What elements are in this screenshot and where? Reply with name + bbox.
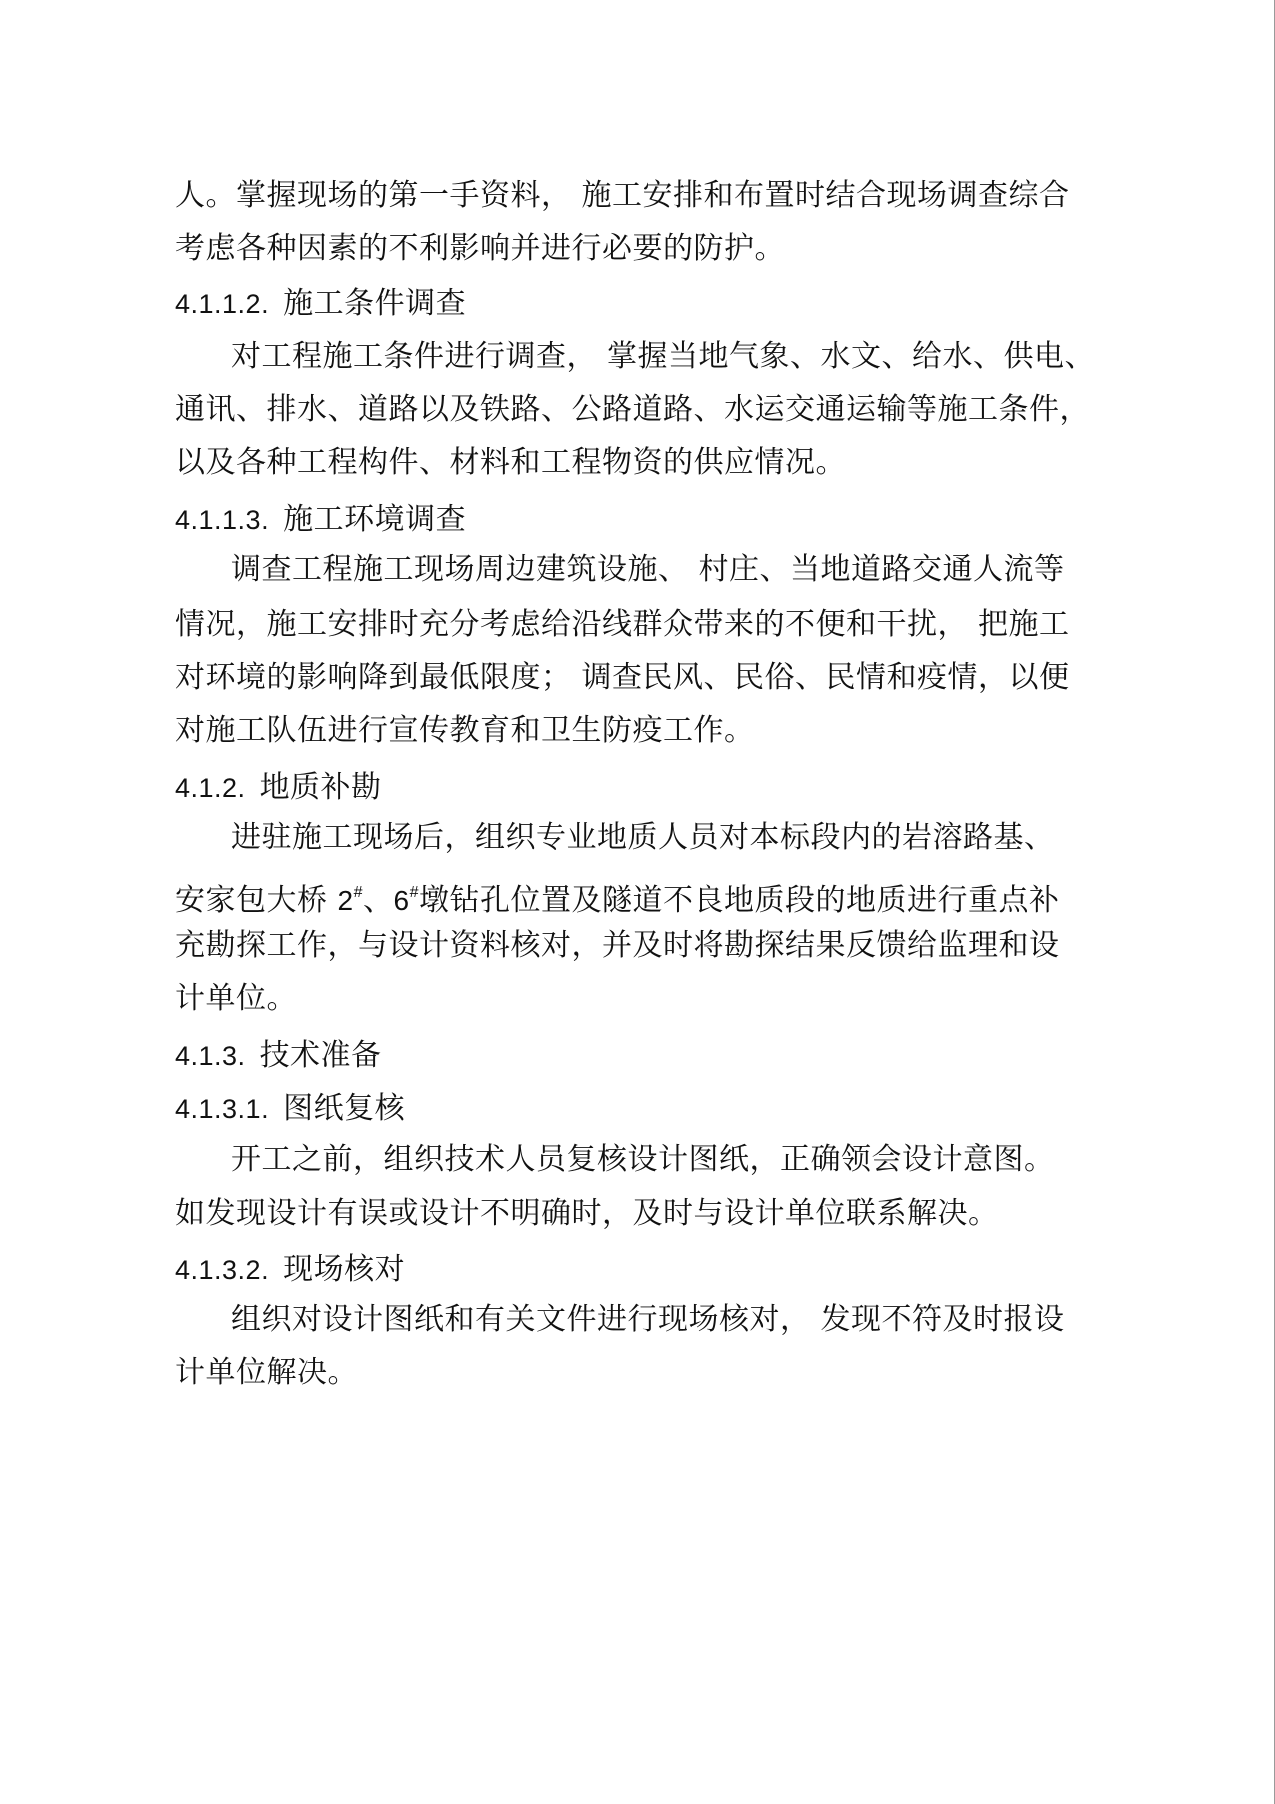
heading-title: 地质补勘 <box>259 770 382 805</box>
pier-superscript: # <box>353 884 364 901</box>
paragraph-line: 计单位。 <box>175 981 297 1016</box>
section-heading-4-1-3-1 <box>175 1091 405 1127</box>
section-heading-4-1-3-2 <box>175 1252 405 1288</box>
pier-number-2: 2 <box>337 885 354 916</box>
paragraph-line: 以及各种工程构件、材料和工程物资的供应情况。 <box>175 445 846 480</box>
section-heading-4-1-1-3 <box>175 502 466 538</box>
paragraph-line: 考虑各种因素的不利影响并进行必要的防护。 <box>175 231 785 266</box>
bridge-suffix: 墩钻孔位置及隧道不良地质段的地质进行重点补 <box>419 883 1060 918</box>
heading-number: 4.1.1.2. <box>175 289 270 319</box>
pier-number-6: 6 <box>393 885 410 916</box>
paragraph-line: 人。掌握现场的第一手资料， 施工安排和布置时结合现场调查综合 <box>175 178 1070 213</box>
heading-title: 施工条件调查 <box>283 286 467 321</box>
heading-title: 图纸复核 <box>283 1091 406 1126</box>
heading-number: 4.1.3.2. <box>175 1255 270 1285</box>
heading-number: 4.1.3.1. <box>175 1094 270 1124</box>
heading-number: 4.1.3. <box>175 1041 246 1071</box>
section-heading-4-1-2 <box>175 770 382 806</box>
paragraph-line: 进驻施工现场后，组织专业地质人员对本标段内的岩溶路基、 <box>231 820 1055 855</box>
paragraph-line: 通讯、排水、道路以及铁路、公路道路、水运交通运输等施工条件， <box>175 392 1090 427</box>
heading-number: 4.1.2. <box>175 773 246 803</box>
paragraph-line: 如发现设计有误或设计不明确时，及时与设计单位联系解决。 <box>175 1196 999 1231</box>
paragraph-line: 充勘探工作，与设计资料核对，并及时将勘探结果反馈给监理和设 <box>175 928 1060 963</box>
separator: 、 <box>363 883 394 918</box>
paragraph-line: 情况，施工安排时充分考虑给沿线群众带来的不便和干扰， 把施工 <box>175 607 1070 642</box>
heading-title: 施工环境调查 <box>283 502 467 537</box>
bridge-prefix: 安家包大桥 <box>175 883 328 918</box>
heading-title: 现场核对 <box>283 1252 406 1287</box>
pier-superscript: # <box>409 884 420 901</box>
paragraph-line: 对环境的影响降到最低限度； 调查民风、民俗、民情和疫情，以便 <box>175 660 1070 695</box>
bridge-paragraph-line <box>175 875 1060 919</box>
paragraph-line: 组织对设计图纸和有关文件进行现场核对， 发现不符及时报设 <box>231 1302 1065 1337</box>
section-heading-4-1-1-2 <box>175 286 466 322</box>
heading-number: 4.1.1.3. <box>175 505 270 535</box>
paragraph-line: 计单位解决。 <box>175 1355 358 1390</box>
paragraph-line: 调查工程施工现场周边建筑设施、 村庄、当地道路交通人流等 <box>231 552 1065 587</box>
heading-title: 技术准备 <box>259 1038 382 1073</box>
section-heading-4-1-3 <box>175 1038 382 1074</box>
paragraph-line: 对工程施工条件进行调查， 掌握当地气象、水文、给水、供电、 <box>231 339 1096 374</box>
paragraph-line: 开工之前，组织技术人员复核设计图纸，正确领会设计意图。 <box>231 1142 1055 1177</box>
paragraph-line: 对施工队伍进行宣传教育和卫生防疫工作。 <box>175 713 755 748</box>
